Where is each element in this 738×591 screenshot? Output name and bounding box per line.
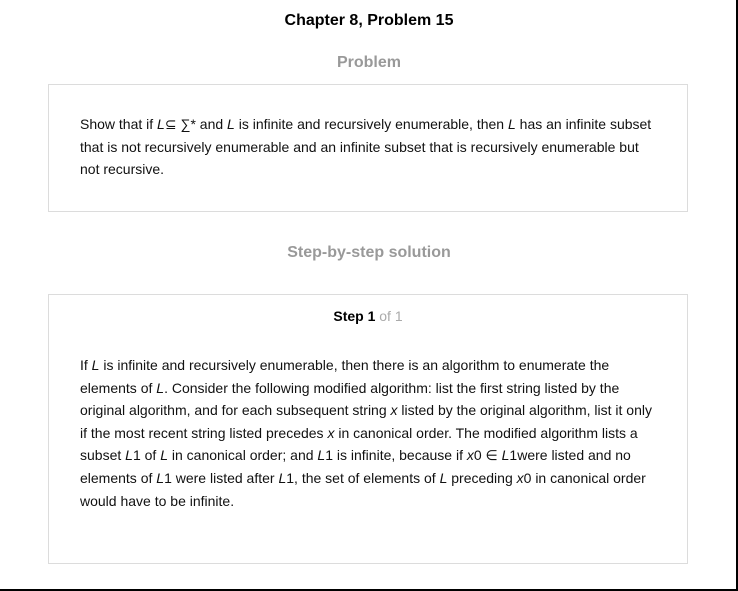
chapter-title: Chapter 8, Problem 15 <box>284 12 454 29</box>
solution-card <box>48 294 688 564</box>
problem-text: Show that if L⊆ ∑* and L is infinite and recursively enumerable, then L has an infinite subset that is not recursively enumerable and an infinite subset that is recursively enumerable but not recursive. <box>80 116 652 178</box>
step-label: Step 1 <box>333 308 376 324</box>
step-count: of 1 <box>379 308 403 324</box>
step-header <box>49 308 687 324</box>
solution-text: If L is infinite and recursively enumerable, then there is an algorithm to enumerate the elements of L. Consider the following modified algorithm: list the first string listed by the original algorithm, and for each subsequent string x listed by the original algorithm, list it only if the most recent string listed precedes x in canonical order. The modified algorithm lists a subset L1 of L in canonical order; and L1 is infinite, because if x0 ∈ L1were listed and no elements of L1 were listed after L1, the set of elements of L preceding x0 in canonical order would have to be infinite. <box>80 357 652 509</box>
problem-heading: Problem <box>336 54 401 71</box>
solution-heading: Step-by-step solution <box>287 244 451 261</box>
problem-card <box>48 84 688 212</box>
